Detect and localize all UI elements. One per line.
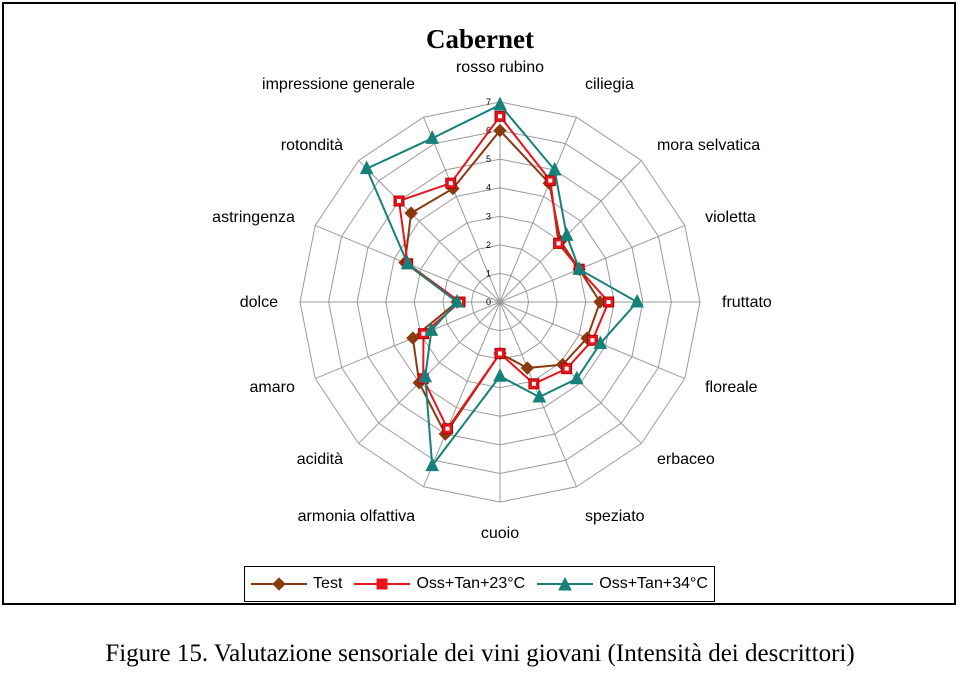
- data-point-inner: [532, 382, 536, 386]
- data-point: [494, 369, 506, 381]
- tick-label: 3: [486, 211, 492, 222]
- data-point-inner: [498, 351, 502, 355]
- tick-label: 2: [486, 239, 492, 250]
- axis-label: mora selvatica: [656, 137, 761, 155]
- grid-spoke: [500, 117, 577, 302]
- axis-label: amaro: [249, 378, 295, 396]
- tick-label: 0: [486, 297, 492, 307]
- data-point-inner: [565, 367, 569, 371]
- axis-label: rosso rubino: [455, 59, 545, 76]
- data-point-inner: [498, 114, 502, 118]
- legend-item-test: [251, 575, 342, 593]
- legend-marker-square-icon: [354, 577, 410, 591]
- axis-label: rotondità: [280, 137, 344, 155]
- axis-label: astringenza: [212, 209, 295, 227]
- legend-marker-diamond-icon: [251, 577, 307, 591]
- axis-labels: [212, 59, 772, 542]
- axis-label: acidità: [296, 450, 344, 468]
- figure-caption: Figure 15. Valutazione sensoriale dei vini giovani (Intensità dei descrittori): [105, 640, 855, 667]
- data-point-inner: [548, 179, 552, 183]
- axis-label: erbaceo: [656, 450, 715, 468]
- axis-label: dolce: [239, 294, 278, 311]
- legend-label-oss-tan-23: Oss+Tan+23°C: [416, 575, 526, 592]
- legend-marker-triangle-icon: [537, 577, 593, 591]
- tick-label: 4: [486, 182, 492, 193]
- tick-label: 5: [486, 154, 492, 165]
- tick-label: 7: [486, 97, 492, 107]
- tick-label: 6: [486, 125, 492, 136]
- series-line: [367, 105, 637, 466]
- data-point-inner: [397, 199, 401, 203]
- axis-label: violetta: [705, 209, 756, 227]
- axis-label: speziato: [584, 508, 645, 526]
- data-point: [561, 228, 573, 240]
- axis-label: ciliegia: [584, 75, 634, 93]
- data-point-inner: [421, 332, 425, 336]
- data-point-inner: [607, 300, 611, 304]
- grid-spoke: [315, 302, 500, 379]
- data-point: [521, 362, 533, 374]
- data-point-inner: [446, 427, 450, 431]
- axis-label: fruttato: [722, 294, 772, 311]
- legend: [244, 566, 715, 602]
- axis-label: armonia olfattiva: [297, 508, 416, 526]
- axis-label: floreale: [705, 378, 758, 396]
- chart-title: Cabernet: [426, 24, 534, 54]
- axis-label: cuoio: [480, 525, 520, 542]
- data-point-inner: [557, 241, 561, 245]
- legend-item-oss-tan-23: [354, 575, 525, 593]
- legend-label-test: Test: [313, 575, 343, 592]
- legend-label-oss-tan-34: Oss+Tan+34°C: [599, 575, 708, 592]
- tick-label: 1: [486, 268, 492, 279]
- legend-item-oss-tan-34: [537, 575, 708, 593]
- data-point: [494, 98, 506, 110]
- grid-spoke: [500, 161, 641, 302]
- axis-label: impressione generale: [262, 75, 416, 93]
- series-2: [361, 98, 643, 471]
- data-point-inner: [449, 181, 453, 185]
- data-point-inner: [590, 338, 594, 342]
- data-series: [361, 98, 643, 471]
